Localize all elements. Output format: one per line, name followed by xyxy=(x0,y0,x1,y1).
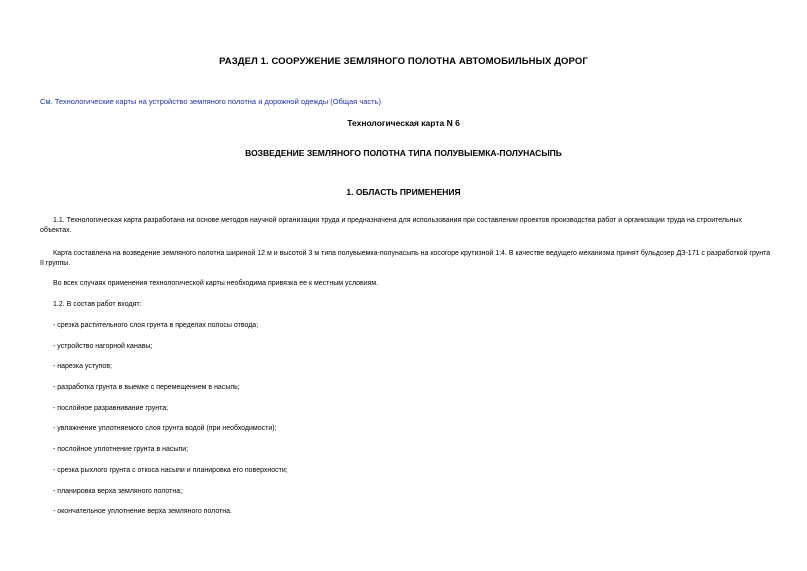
section-heading: РАЗДЕЛ 1. СООРУЖЕНИЕ ЗЕМЛЯНОГО ПОЛОТНА АВТОМОБИЛЬНЫХ ДОРОГ xyxy=(219,56,588,67)
list-item: - послойное разравнивание грунта; xyxy=(53,405,169,412)
paragraph-1-2: 1.2. В состав работ входят: xyxy=(53,301,142,308)
list-item: - устройство нагорной канавы; xyxy=(53,343,153,350)
list-item: - планировка верха земляного полотна; xyxy=(53,488,183,495)
list-item: - нарезка уступов; xyxy=(53,363,112,370)
card-number-heading: Технологическая карта N 6 xyxy=(347,118,460,128)
list-item: - окончательное уплотнение верха земляного полотна. xyxy=(53,508,232,515)
list-item: - послойное уплотнение грунта в насыпи; xyxy=(53,446,189,453)
list-item: - срезка растительного слоя грунта в пределах полосы отвода; xyxy=(53,322,259,329)
area-heading: 1. ОБЛАСТЬ ПРИМЕНЕНИЯ xyxy=(346,187,461,197)
paragraph-1-1: 1.1. Технологическая карта разработана на основе методов научной организации труда и предназначена для использования при составлении проектов производства работ и организации труда на строительных объектах. xyxy=(40,217,743,234)
reference-link[interactable]: См. Технологические карты на устройство земляного полотна и дорожной одежды (Общая часть) xyxy=(40,97,381,106)
paragraph-map-description: Карта составлена на возведение земляного полотна шириной 12 м и высотой 3 м типа полувыемка-полунасыпь на косогоре крутизной 1:4. В качестве ведущего механизма принят бульдозер ДЗ-171 с разработкой грунта II группы. xyxy=(40,250,771,267)
paragraph-local-conditions: Во всех случаях применения технологической карты необходима привязка ее к местным условиям. xyxy=(53,280,379,287)
card-title-heading: ВОЗВЕДЕНИЕ ЗЕМЛЯНОГО ПОЛОТНА ТИПА ПОЛУВЫЕМКА-ПОЛУНАСЫПЬ xyxy=(245,148,562,158)
list-item: - срезка рыхлого грунта с откоса насыпи и планировка его поверхности; xyxy=(53,467,288,474)
list-item: - увлажнение уплотняемого слоя грунта водой (при необходимости); xyxy=(53,425,277,432)
list-item: - разработка грунта в выемке с перемещением в насыпь; xyxy=(53,384,240,391)
